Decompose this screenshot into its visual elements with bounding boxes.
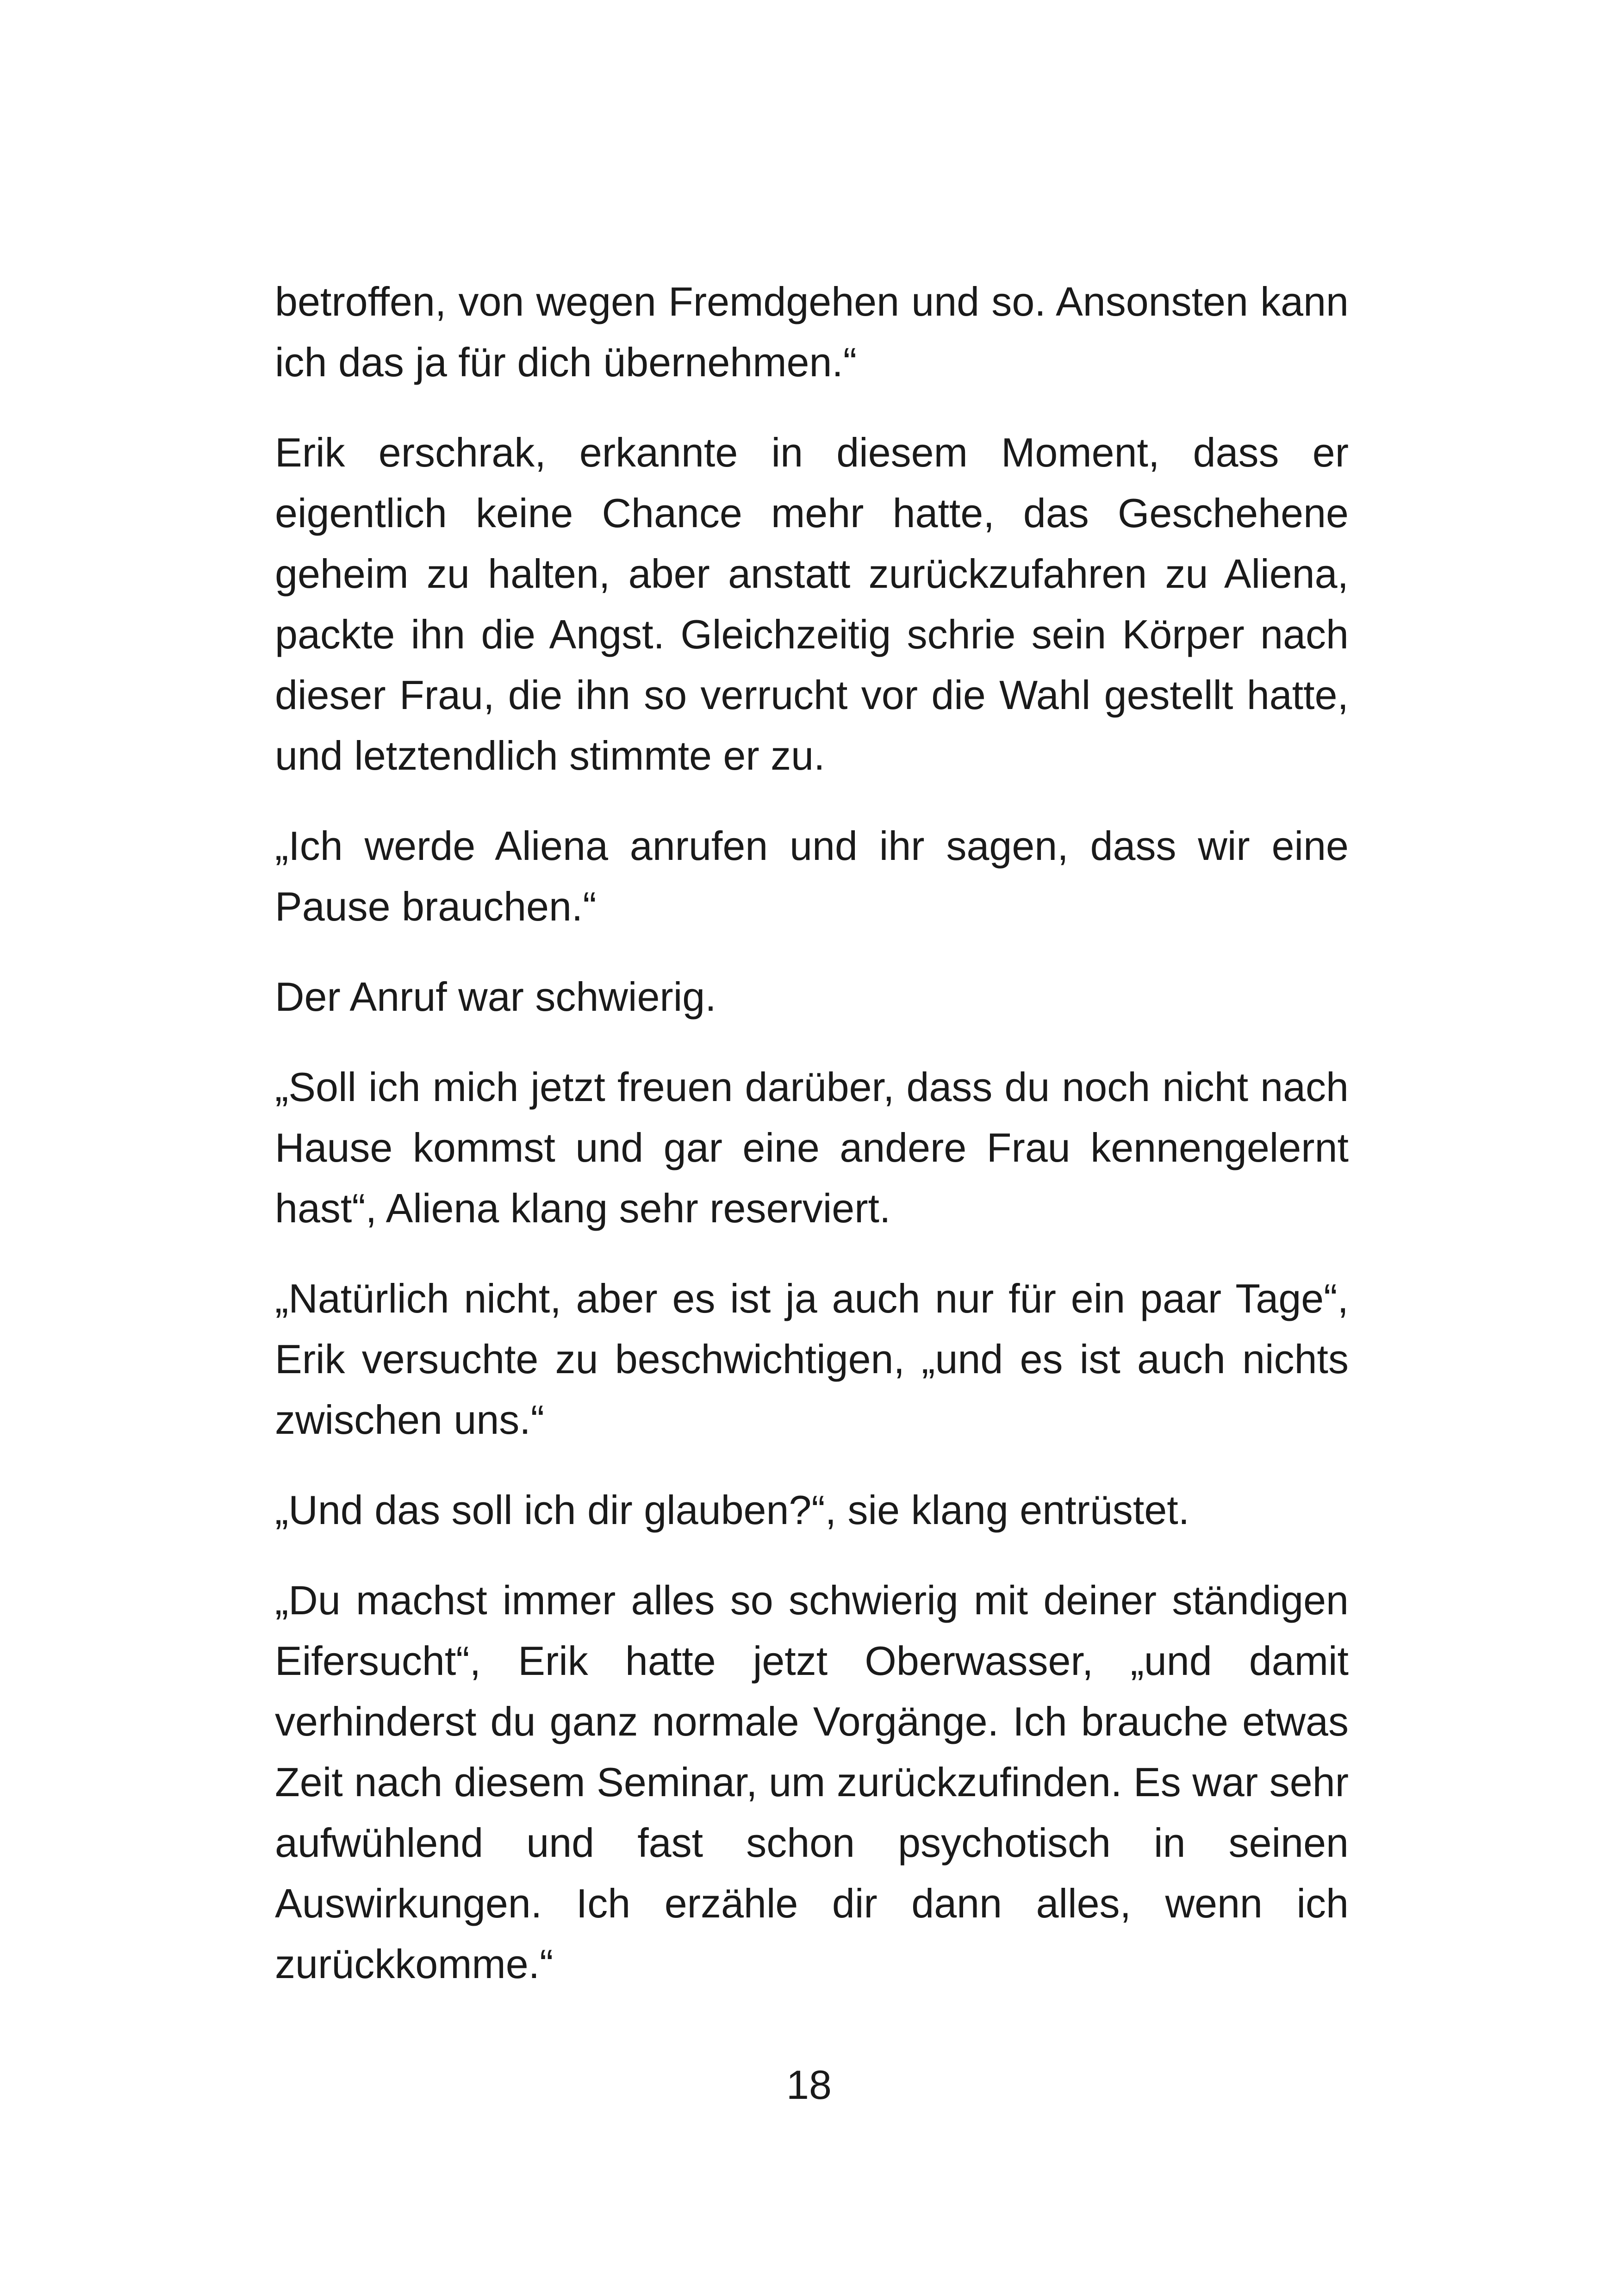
body-text [275,271,1349,2024]
page-number: 18 [786,2062,832,2108]
paragraph: Erik erschrak, erkannte in diesem Moment, dass er eigentlich keine Chance mehr hatte, das Geschehene geheim zu halten, aber anstatt zurückzufahren zu Aliena, packte ihn die Angst. Gleichzeitig schrie sein Körper nach dieser Frau, die ihn so verrucht vor die Wahl gestellt hatte, und letztendlich stimmte er zu. [275,429,1349,778]
paragraph: „Ich werde Aliena anrufen und ihr sagen, dass wir eine Pause brauchen.“ [275,823,1349,929]
paragraph: „Natürlich nicht, aber es ist ja auch nur für ein paar Tage“, Erik versuchte zu beschwichtigen, „und es ist auch nichts zwischen uns.“ [275,1276,1349,1443]
paragraph: „Du machst immer alles so schwierig mit deiner ständigen Eifersucht“, Erik hatte jetzt Oberwasser, „und damit verhinderst du ganz normale Vorgänge. Ich brauche etwas Zeit nach diesem Seminar, um zurückzufinden. Es war sehr aufwühlend und fast schon psychotisch in seinen Auswirkungen. Ich erzähle dir dann alles, wenn ich zurückkomme.“ [275,1577,1349,1987]
paragraph: betroffen, von wegen Fremdgehen und so. Ansonsten kann ich das ja für dich übernehmen.“ [275,279,1349,385]
paragraph: Der Anruf war schwierig. [275,974,716,1020]
paragraph: „Soll ich mich jetzt freuen darüber, dass du noch nicht nach Hause kommst und gar eine andere Frau kennengelernt hast“, Aliena klang sehr reserviert. [275,1064,1349,1231]
paragraph: „Und das soll ich dir glauben?“, sie klang entrüstet. [275,1487,1190,1533]
